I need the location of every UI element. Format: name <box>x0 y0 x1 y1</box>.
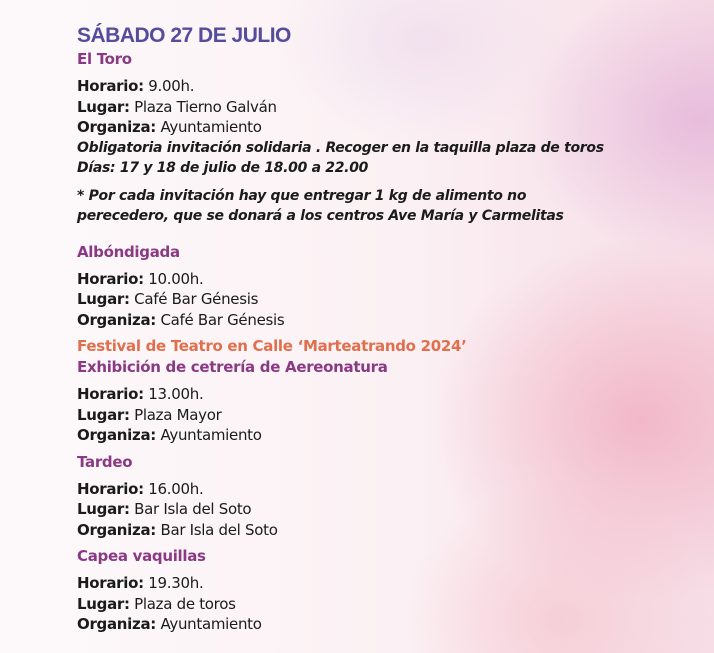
schedule-line: Horario: 13.00h. <box>77 385 204 403</box>
organizer-line: Organiza: Ayuntamiento <box>77 426 262 444</box>
place-line: Lugar: Bar Isla del Soto <box>77 500 252 518</box>
event-cetreria <box>77 336 697 446</box>
note-line: Días: 17 y 18 de julio de 18.00 a 22.00 <box>77 159 369 176</box>
footnote-line: * Por cada invitación hay que entregar 1 kg de alimento no <box>77 187 527 204</box>
event-title: Exhibición de cetrería de Aereonatura <box>77 358 388 376</box>
place-line: Lugar: Café Bar Génesis <box>77 290 259 308</box>
schedule-line: Horario: 16.00h. <box>77 479 204 498</box>
organizer-line: Organiza: Ayuntamiento <box>77 118 262 136</box>
place-line: Lugar: Plaza Mayor <box>77 405 222 424</box>
event-program <box>77 22 697 635</box>
note-line: Obligatoria invitación solidaria . Recoger en la taquilla plaza de toros <box>77 139 604 156</box>
schedule-line: Horario: 9.00h. <box>77 77 195 95</box>
event-title: Albóndigada <box>77 242 180 261</box>
event-capea-vaquillas <box>77 546 697 635</box>
event-title: El Toro <box>77 50 132 68</box>
organizer-line: Organiza: Bar Isla del Soto <box>77 520 278 539</box>
place-line: Lugar: Plaza Tierno Galván <box>77 97 277 116</box>
footnote-line: perecedero, que se donará a los centros Ave María y Carmelitas <box>77 207 564 224</box>
day-title: SÁBADO 27 DE JULIO <box>77 24 291 47</box>
event-tardeo <box>77 452 697 541</box>
organizer-line: Organiza: Café Bar Génesis <box>77 310 285 329</box>
schedule-line: Horario: 19.30h. <box>77 574 204 592</box>
event-albondigada <box>77 242 697 331</box>
event-title: Tardeo <box>77 452 133 471</box>
event-el-toro <box>77 49 697 226</box>
place-line: Lugar: Plaza de toros <box>77 594 236 613</box>
organizer-line: Organiza: Ayuntamiento <box>77 615 262 633</box>
schedule-line: Horario: 10.00h. <box>77 269 204 288</box>
festival-title: Festival de Teatro en Calle ‘Marteatrando 2024’ <box>77 337 467 355</box>
event-title: Capea vaquillas <box>77 547 206 565</box>
